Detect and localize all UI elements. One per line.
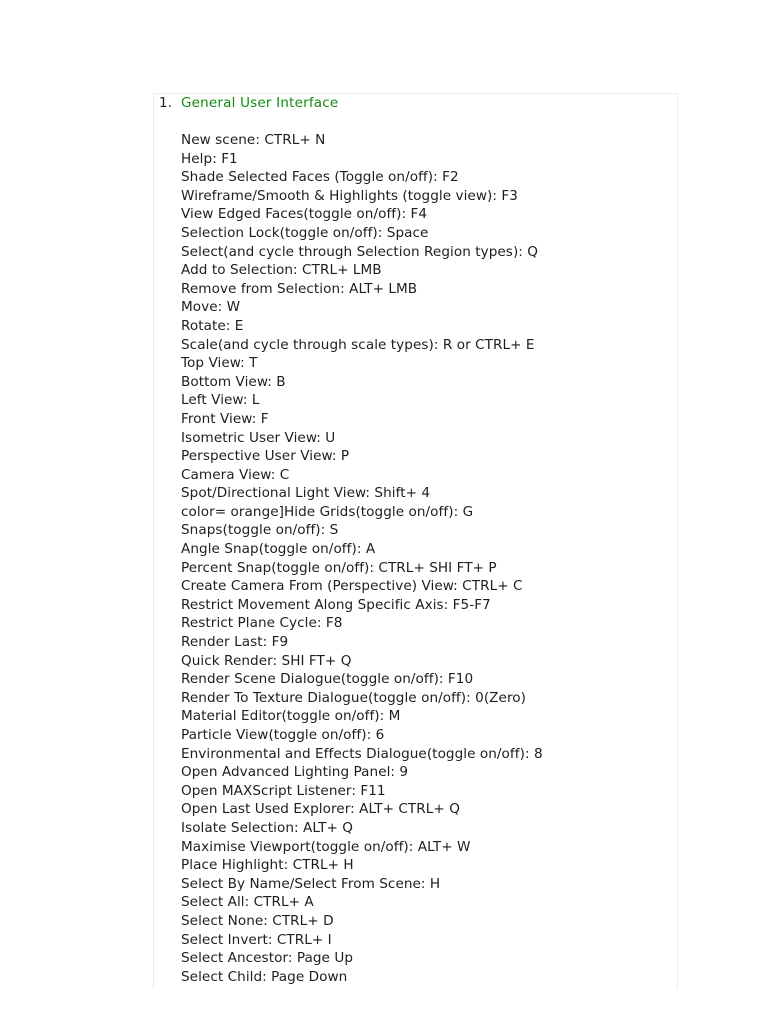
shortcut-line: Perspective User View: P (181, 448, 350, 465)
shortcut-line: Environmental and Effects Dialogue(toggle on/off): 8 (181, 745, 543, 762)
shortcut-line: Select Child: Page Down (181, 968, 348, 985)
shortcut-line: Select Invert: CTRL+ I (181, 931, 332, 948)
shortcut-line: Snaps(toggle on/off): S (181, 522, 339, 539)
shortcut-line: Percent Snap(toggle on/off): CTRL+ SHI FT+ P (181, 559, 497, 576)
shortcut-line: New scene: CTRL+ N (181, 132, 326, 148)
shortcut-list (181, 131, 543, 986)
shortcut-line: Shade Selected Faces (Toggle on/off): F2 (181, 169, 459, 186)
shortcut-line: Place Highlight: CTRL+ H (181, 857, 354, 874)
shortcut-line: Select By Name/Select From Scene: H (181, 875, 441, 892)
shortcut-line: Select All: CTRL+ A (181, 894, 314, 911)
shortcut-line: Move: W (181, 299, 241, 316)
shortcut-line: Selection Lock(toggle on/off): Space (181, 224, 429, 241)
shortcut-line: Left View: L (181, 392, 260, 409)
shortcut-line: Render Scene Dialogue(toggle on/off): F10 (181, 671, 474, 688)
shortcut-line: Create Camera From (Perspective) View: CTRL+ C (181, 578, 523, 595)
shortcut-line: Select None: CTRL+ D (181, 912, 334, 929)
shortcut-line: Isometric User View: U (181, 429, 336, 446)
shortcut-line: Rotate: E (181, 317, 244, 334)
shortcut-line: Select(and cycle through Selection Region types): Q (181, 243, 539, 260)
shortcut-line: Render Last: F9 (181, 634, 289, 651)
shortcut-line: Scale(and cycle through scale types): R or CTRL+ E (181, 336, 535, 353)
shortcut-line: Add to Selection: CTRL+ LMB (181, 262, 382, 279)
shortcut-line: Open Advanced Lighting Panel: 9 (181, 764, 409, 781)
shortcut-line: Open Last Used Explorer: ALT+ CTRL+ Q (181, 801, 460, 818)
shortcut-line: Help: F1 (181, 150, 238, 167)
shortcut-line: Remove from Selection: ALT+ LMB (181, 280, 418, 297)
shortcut-line: Isolate Selection: ALT+ Q (181, 819, 354, 836)
shortcut-line: Material Editor(toggle on/off): M (181, 708, 401, 725)
section-heading (159, 94, 338, 113)
section-number: 1. (159, 95, 172, 111)
shortcut-line: Camera View: C (181, 466, 290, 483)
shortcut-line: Restrict Movement Along Specific Axis: F5-F7 (181, 596, 491, 613)
shortcut-line: Particle View(toggle on/off): 6 (181, 727, 385, 743)
shortcut-line: color= orange]Hide Grids(toggle on/off): G (181, 503, 474, 520)
shortcut-line: Bottom View: B (181, 373, 286, 390)
shortcut-line: View Edged Faces(toggle on/off): F4 (181, 206, 428, 223)
shortcut-line: Maximise Viewport(toggle on/off): ALT+ W (181, 838, 471, 855)
shortcut-line: Select Ancestor: Page Up (181, 950, 353, 967)
shortcut-line: Top View: T (181, 355, 258, 372)
section-title: General User Interface (181, 95, 339, 111)
shortcut-line: Open MAXScript Listener: F11 (181, 782, 386, 799)
shortcut-line: Wireframe/Smooth & Highlights (toggle view): F3 (181, 187, 518, 204)
shortcut-line: Spot/Directional Light View: Shift+ 4 (181, 485, 431, 502)
shortcut-line: Angle Snap(toggle on/off): A (181, 541, 376, 558)
shortcut-line: Render To Texture Dialogue(toggle on/off): 0(Zero) (181, 689, 527, 706)
shortcut-line: Quick Render: SHI FT+ Q (181, 652, 352, 669)
shortcut-line: Front View: F (181, 410, 269, 427)
shortcut-line: Restrict Plane Cycle: F8 (181, 615, 343, 632)
